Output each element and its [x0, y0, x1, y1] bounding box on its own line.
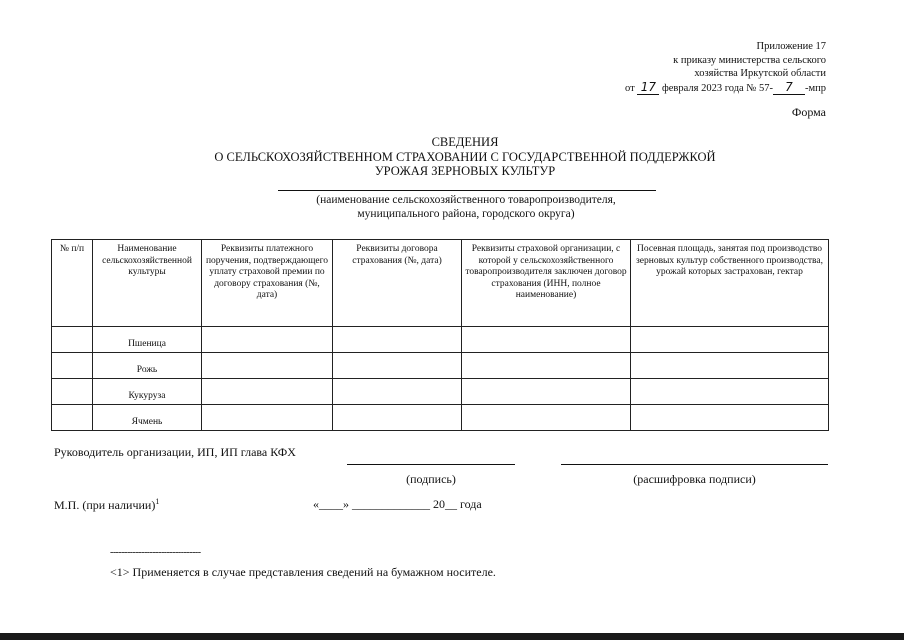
cell-contract	[333, 353, 462, 379]
cell-number	[52, 353, 93, 379]
cell-area	[631, 327, 829, 353]
cell-number	[52, 405, 93, 431]
producer-name-field-line	[278, 190, 656, 191]
annex-number-suffix: -мпр	[804, 82, 826, 94]
title-line-1: СВЕДЕНИЯ	[431, 135, 499, 149]
cell-area	[631, 405, 829, 431]
annex-number-prefix: № 57-	[746, 82, 773, 94]
document-title	[0, 135, 904, 179]
signature-decoding-line	[561, 464, 828, 465]
table-row	[52, 379, 829, 405]
table-row	[52, 405, 829, 431]
producer-name-caption	[0, 193, 904, 221]
cell-area	[631, 353, 829, 379]
cell-payment-order	[202, 379, 333, 405]
cell-payment-order	[202, 327, 333, 353]
cell-company	[462, 405, 631, 431]
table-header-row	[52, 240, 829, 327]
header-number: № п/п	[52, 240, 93, 327]
cell-number	[52, 379, 93, 405]
title-line-2: О СЕЛЬСКОХОЗЯЙСТВЕННОМ СТРАХОВАНИИ С ГОСУДАРСТВЕННОЙ ПОДДЕРЖКОЙ	[214, 149, 716, 164]
cell-payment-order	[202, 353, 333, 379]
form-label: Форма	[791, 105, 826, 119]
stamp-label	[54, 497, 159, 513]
cell-crop: Кукуруза	[93, 379, 202, 405]
annex-order-line	[625, 81, 826, 96]
annex-line-2: к приказу министерства сельского	[673, 54, 826, 66]
header-payment-order: Реквизиты платежного поручения, подтверждающего уплату страховой премии по договору страхования (№, дата)	[202, 240, 333, 327]
header-sown-area: Посевная площадь, занятая под производство зерновых культур собственного производства, урожай которых застрахован, гектар	[631, 240, 829, 327]
signature-caption: (подпись)	[406, 472, 456, 486]
cell-contract	[333, 405, 462, 431]
cell-crop: Рожь	[93, 353, 202, 379]
scan-edge-bar	[0, 633, 904, 640]
annex-month-year: февраля 2023 года	[661, 82, 744, 94]
cell-crop: Ячмень	[93, 405, 202, 431]
footnote-text: <1> Применяется в случае представления сведений на бумажном носителе.	[110, 565, 496, 579]
header-crop-name: Наименование сельскохозяйственной культуры	[93, 240, 202, 327]
handwritten-number: 7	[773, 81, 805, 96]
cell-company	[462, 353, 631, 379]
header-insurance-company: Реквизиты страховой организации, с которой у сельскохозяйственного товаропроизводителя заключен договор страхования (ИНН, полное наименование)	[462, 240, 631, 327]
stamp-label-text: М.П. (при наличии)	[54, 498, 156, 512]
date-field: «____» _____________ 20__ года	[313, 497, 482, 511]
cell-crop: Пшеница	[93, 327, 202, 353]
cell-payment-order	[202, 405, 333, 431]
name-caption-line-2: муниципального района, городского округа)	[357, 208, 575, 220]
table-row	[52, 353, 829, 379]
header-insurance-contract: Реквизиты договора страхования (№, дата)	[333, 240, 462, 327]
annex-line-3: хозяйства Иркутской области	[694, 68, 826, 79]
cell-company	[462, 379, 631, 405]
annex-line-1: Приложение 17	[756, 41, 826, 52]
cell-area	[631, 379, 829, 405]
footnote-reference: 1	[155, 497, 160, 506]
head-of-organization-label: Руководитель организации, ИП, ИП глава КФХ	[54, 445, 296, 459]
cell-contract	[333, 379, 462, 405]
signature-line	[347, 464, 515, 465]
cell-company	[462, 327, 631, 353]
footnote-separator: --------------------------------	[110, 547, 201, 558]
insurance-table	[51, 239, 829, 431]
name-caption-line-1: (наименование сельскохозяйственного товаропроизводителя,	[316, 194, 616, 206]
handwritten-day: 17	[637, 81, 659, 96]
table-row	[52, 327, 829, 353]
cell-number	[52, 327, 93, 353]
title-line-3: УРОЖАЯ ЗЕРНОВЫХ КУЛЬТУР	[374, 164, 556, 178]
signature-decoding-caption: (расшифровка подписи)	[633, 472, 756, 486]
annex-from-prefix: от	[625, 82, 635, 94]
annex-block	[625, 40, 826, 95]
cell-contract	[333, 327, 462, 353]
